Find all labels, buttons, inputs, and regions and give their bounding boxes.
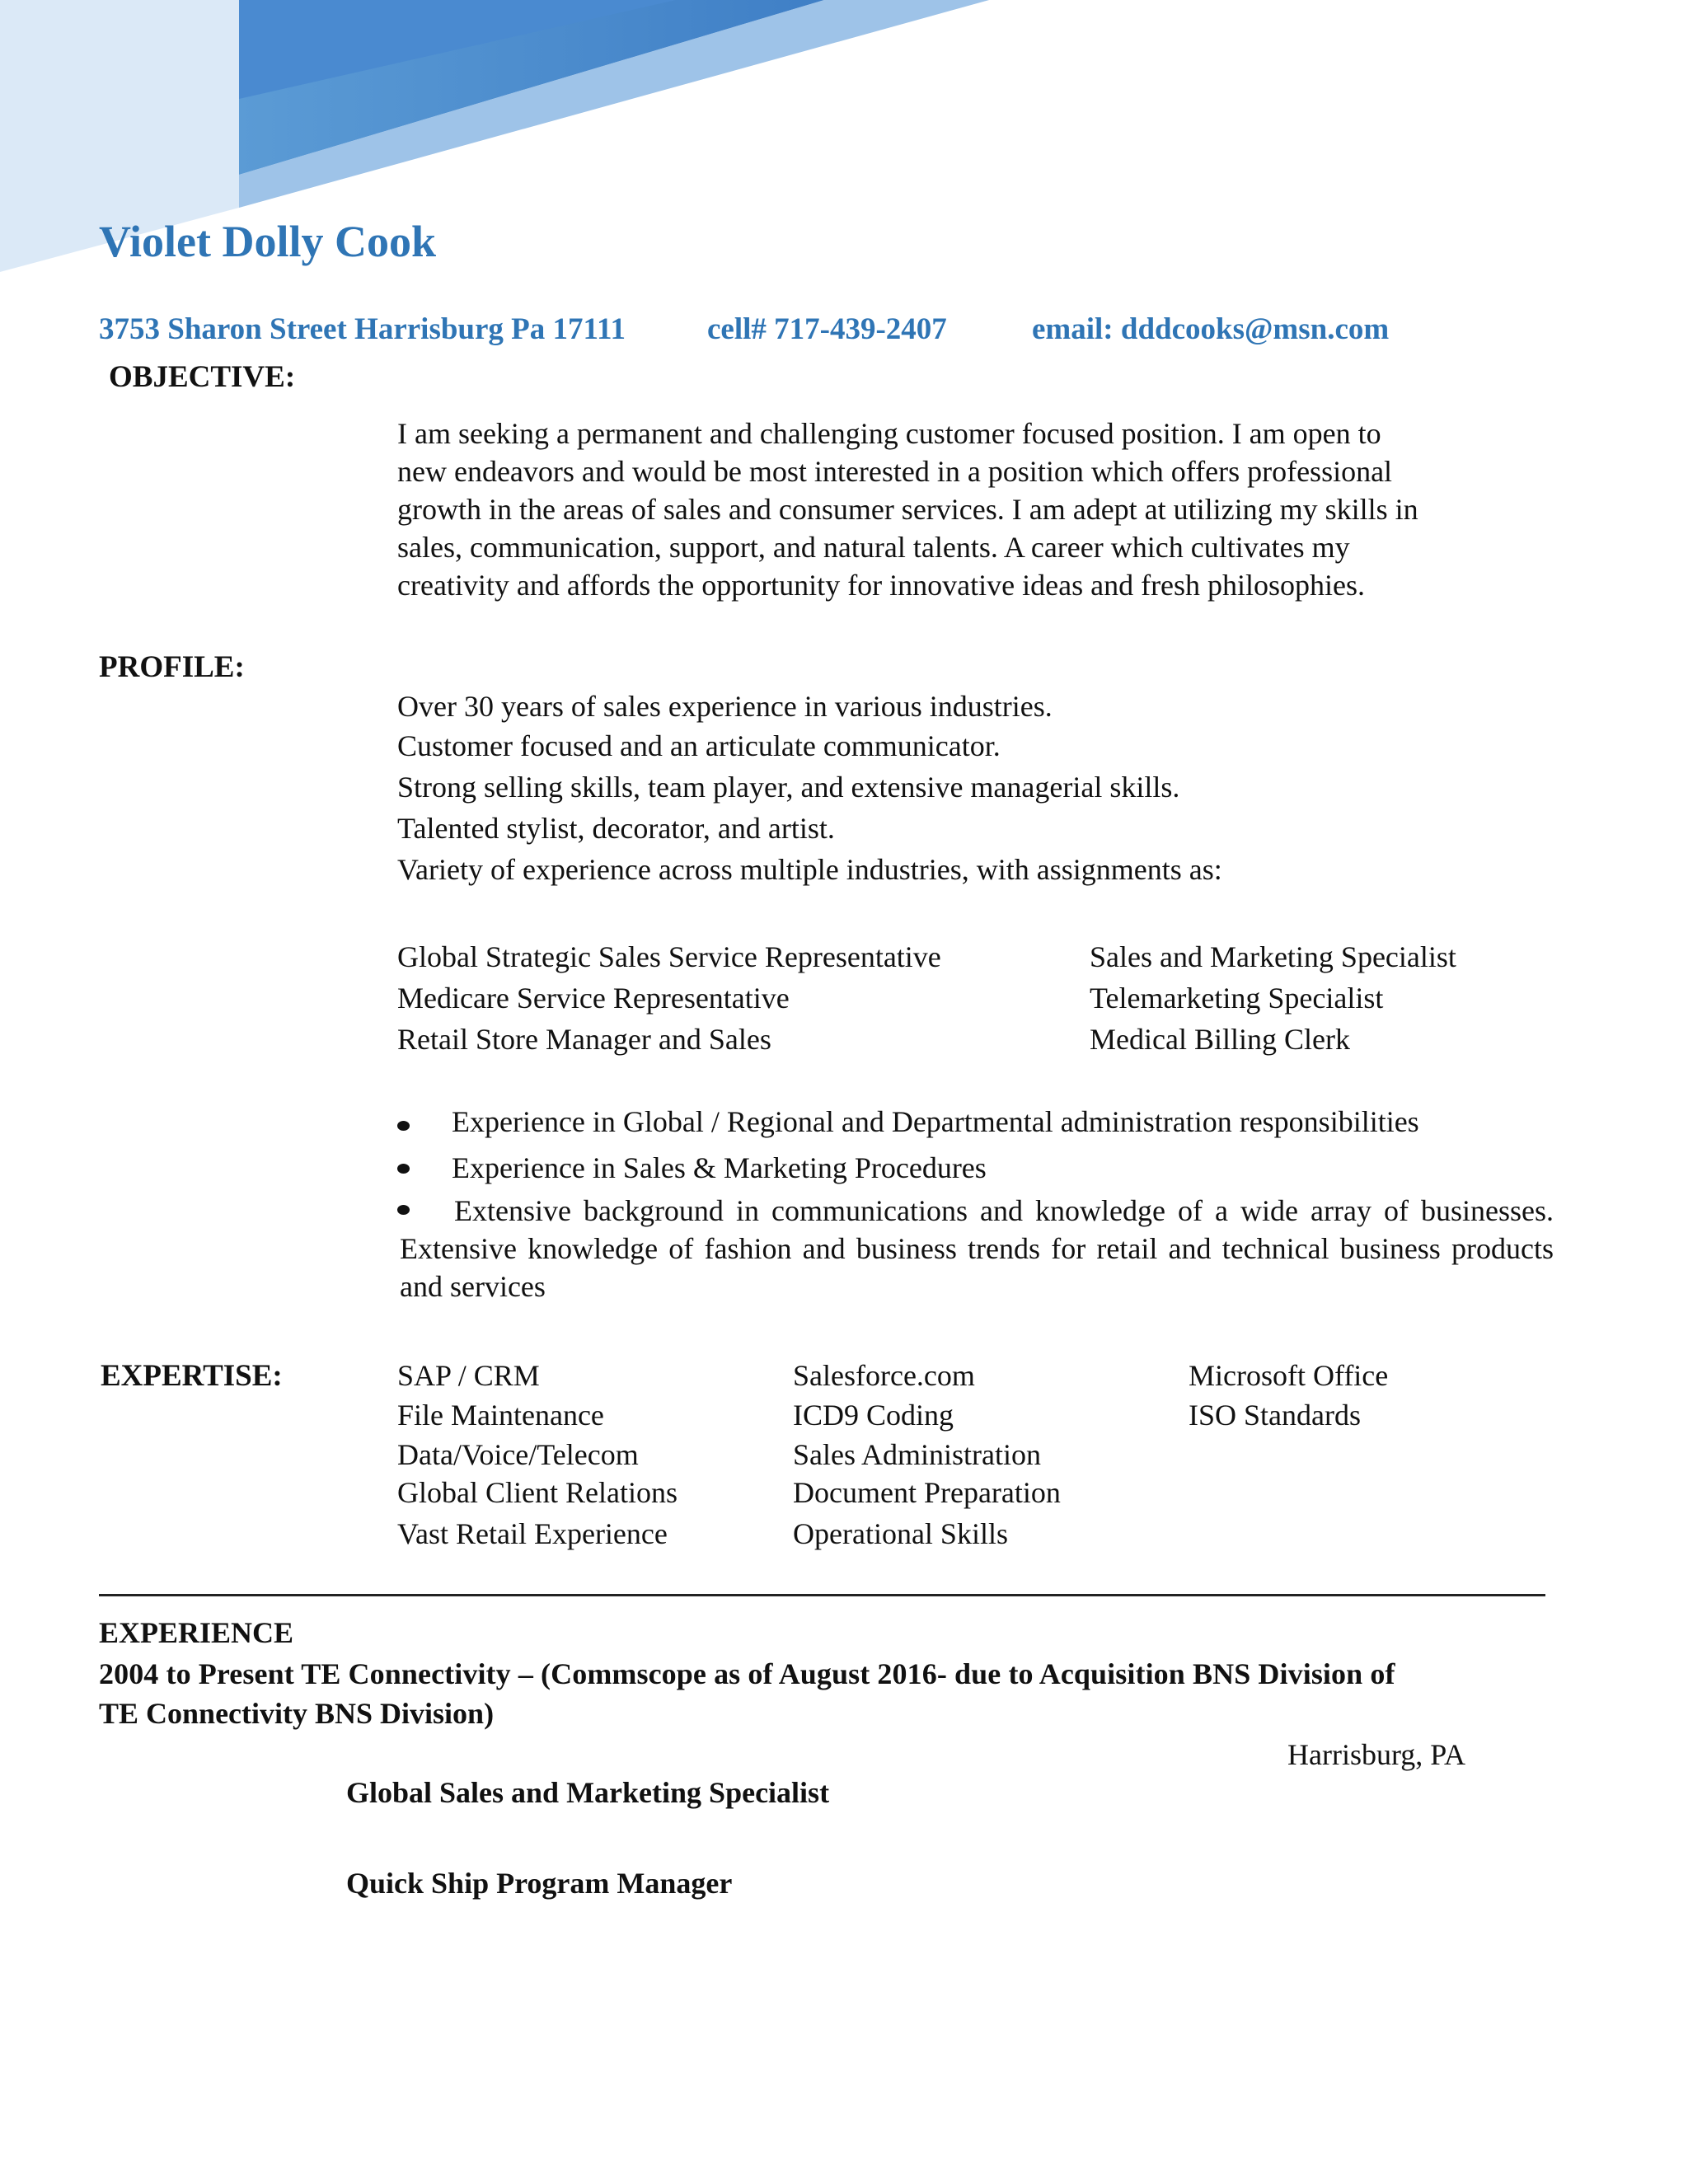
job-employer-line: 2004 to Present TE Connectivity – (Commscope as of August 2016- due to Acquisition BNS Division of: [99, 1657, 1395, 1690]
bullet-icon: [397, 1121, 410, 1131]
assignment-item: Telemarketing Specialist: [1090, 982, 1384, 1015]
objective-line: sales, communication, support, and natural talents. A career which cultivates my: [397, 531, 1350, 564]
profile-line: Customer focused and an articulate communicator.: [397, 729, 1001, 762]
objective-line: I am seeking a permanent and challenging customer focused position. I am open to: [397, 417, 1381, 450]
objective-heading: OBJECTIVE:: [109, 360, 296, 394]
assignment-item: Medicare Service Representative: [397, 982, 790, 1015]
objective-paragraph: [397, 415, 1526, 604]
expertise-item: Global Client Relations: [397, 1476, 678, 1509]
profile-line: Strong selling skills, team player, and extensive managerial skills.: [397, 771, 1180, 804]
job-employer-line: TE Connectivity BNS Division): [99, 1697, 495, 1730]
job-title: Quick Ship Program Manager: [346, 1867, 733, 1900]
profile-heading: PROFILE:: [99, 650, 245, 684]
expertise-item: Microsoft Office: [1189, 1359, 1389, 1392]
job-location: Harrisburg, PA: [1287, 1738, 1466, 1771]
assignment-item: Global Strategic Sales Service Representative: [397, 940, 941, 973]
profile-line: Talented stylist, decorator, and artist.: [397, 812, 835, 845]
candidate-name: Violet Dolly Cook: [99, 217, 436, 266]
expertise-item: Data/Voice/Telecom: [397, 1438, 639, 1471]
expertise-item: ISO Standards: [1189, 1399, 1361, 1432]
profile-bullet: Extensive background in communications and knowledge of a wide array of businesses. Extensive knowledge of fashion and business trends for retail and technical business products and services: [400, 1194, 1554, 1303]
objective-line: creativity and affords the opportunity for innovative ideas and fresh philosophies.: [397, 569, 1366, 602]
section-divider: [99, 1594, 1545, 1596]
bullet-icon: [397, 1164, 410, 1174]
expertise-item: Document Preparation: [793, 1476, 1061, 1509]
expertise-item: File Maintenance: [397, 1399, 604, 1432]
expertise-item: SAP / CRM: [397, 1359, 540, 1392]
assignment-item: Sales and Marketing Specialist: [1090, 940, 1456, 973]
expertise-item: Salesforce.com: [793, 1359, 975, 1392]
contact-address: 3753 Sharon Street Harrisburg Pa 17111: [99, 312, 626, 346]
profile-bullet: Experience in Sales & Marketing Procedures: [452, 1151, 987, 1184]
contact-email[interactable]: email: dddcooks@msn.com: [1032, 312, 1390, 346]
profile-bullet: Experience in Global / Regional and Departmental administration responsibilities: [452, 1105, 1419, 1138]
assignment-item: Medical Billing Clerk: [1090, 1023, 1350, 1056]
job-title: Global Sales and Marketing Specialist: [346, 1776, 830, 1809]
expertise-item: Vast Retail Experience: [397, 1517, 668, 1550]
contact-cell: cell# 717-439-2407: [707, 312, 947, 346]
experience-heading: EXPERIENCE: [99, 1616, 294, 1649]
objective-line: growth in the areas of sales and consumer services. I am adept at utilizing my skills in: [397, 493, 1418, 526]
profile-line: Over 30 years of sales experience in various industries.: [397, 690, 1053, 723]
expertise-item: ICD9 Coding: [793, 1399, 954, 1432]
expertise-item: Operational Skills: [793, 1517, 1008, 1550]
objective-line: new endeavors and would be most interested in a position which offers professional: [397, 455, 1393, 488]
expertise-heading: EXPERTISE:: [101, 1359, 283, 1393]
profile-line: Variety of experience across multiple industries, with assignments as:: [397, 853, 1222, 886]
expertise-item: Sales Administration: [793, 1438, 1041, 1471]
assignment-item: Retail Store Manager and Sales: [397, 1023, 771, 1056]
